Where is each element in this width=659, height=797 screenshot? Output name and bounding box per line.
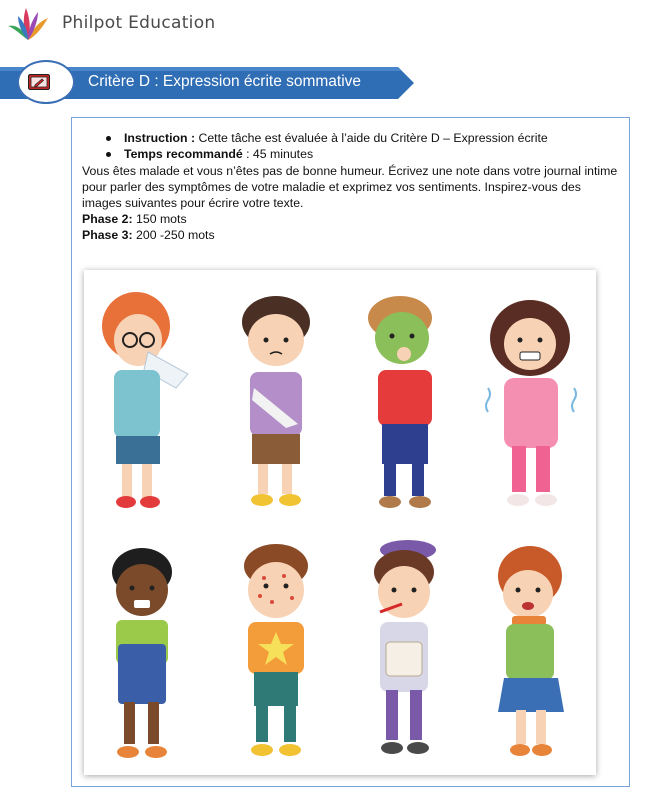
bullet-dot — [106, 152, 111, 157]
phase-2-text: 150 mots — [132, 212, 187, 226]
nauseous-child — [340, 278, 468, 518]
child-arm-sling — [212, 278, 340, 518]
phase-3 — [82, 227, 215, 243]
phase-2-label: Phase 2: — [82, 212, 133, 226]
time-item — [100, 146, 620, 162]
bullet-dot — [106, 136, 111, 141]
phase-3-text: 200 -250 mots — [132, 228, 215, 242]
instruction-item — [100, 130, 620, 146]
child-rash — [212, 532, 340, 772]
banner-title: Critère D : Expression écrite sommative — [88, 73, 362, 90]
feverish-child — [340, 532, 468, 772]
instruction-label: Instruction : — [124, 131, 196, 145]
illustration-panel — [84, 270, 596, 775]
coughing-child — [468, 532, 596, 772]
time-text: : 45 minutes — [242, 147, 314, 161]
pencil-card-icon — [28, 74, 50, 90]
brand-name: Philpot Education — [62, 13, 216, 33]
child-stomach-ache — [84, 532, 212, 772]
instruction-list — [100, 130, 620, 162]
phase-3-label: Phase 3: — [82, 228, 133, 242]
task-prompt: Vous êtes malade et vous n’êtes pas de bonne humeur. Écrivez une note dans votre journal intime pour parler des symptômes de votre maladie et exprimez vos sentiments. Inspirez-vous des images suivantes pour écrire votre texte. — [82, 164, 618, 210]
instruction-text: Cette tâche est évaluée à l’aide du Critère D – Expression écrite — [195, 131, 548, 145]
phase-2 — [82, 211, 187, 227]
shivering-child — [468, 278, 596, 518]
sneezing-child — [84, 278, 212, 518]
time-label: Temps recommandé — [124, 147, 243, 161]
philpot-logo-icon — [6, 6, 50, 42]
